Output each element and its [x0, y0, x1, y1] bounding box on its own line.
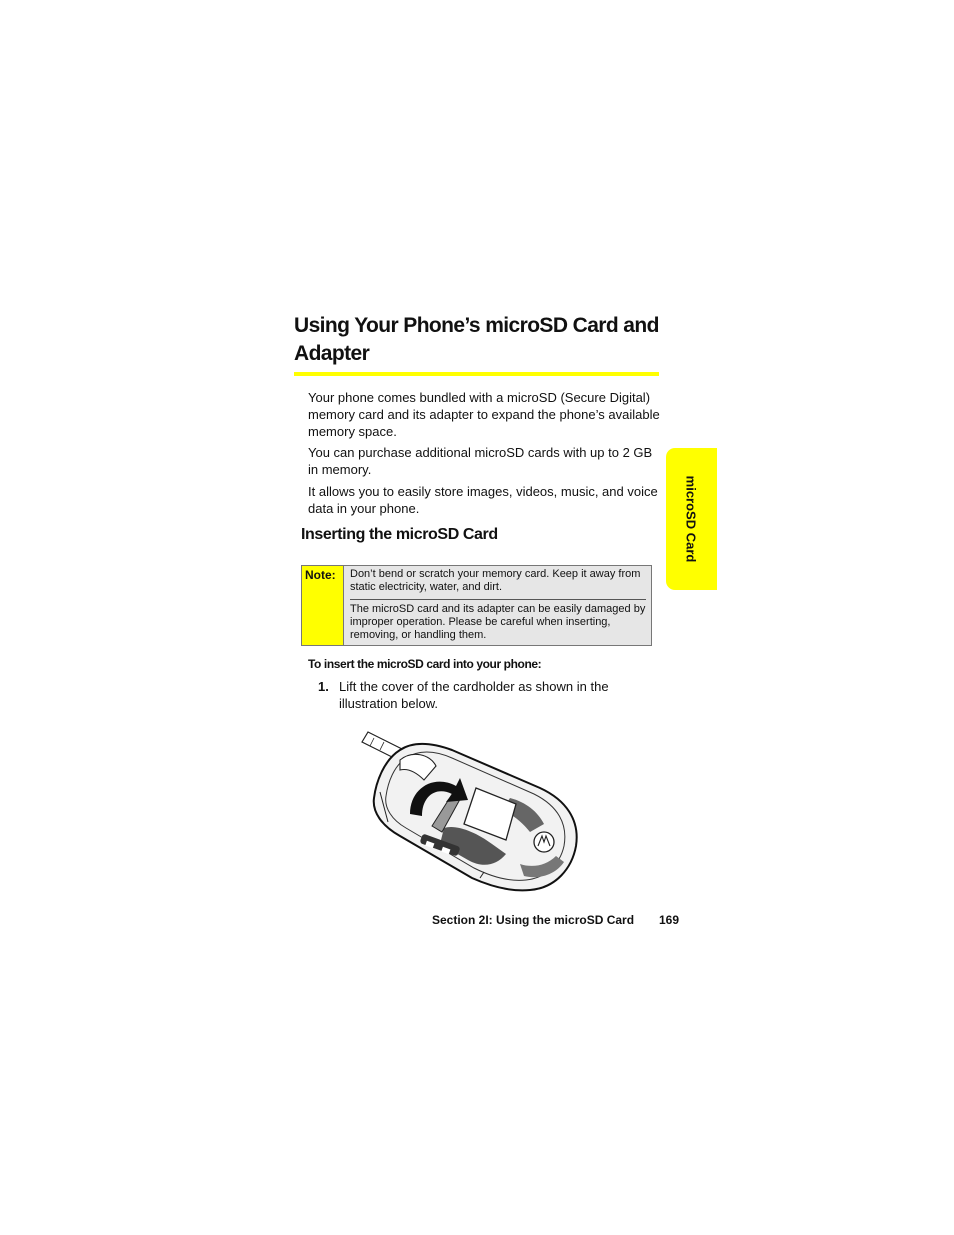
procedure-heading: To insert the microSD card into your phone: — [308, 657, 542, 671]
phone-cardholder-illustration — [360, 728, 582, 896]
section-heading: Inserting the microSD Card — [301, 526, 498, 543]
page-number: 169 — [659, 913, 680, 927]
chapter-side-tab — [666, 448, 717, 590]
note-item: The microSD card and its adapter can be easily damaged by improper operation. Please be careful when inserting, removing, or handling them. — [350, 603, 646, 641]
step-number: 1. — [318, 679, 329, 694]
usage-paragraph: It allows you to easily store images, videos, music, and voice data in your phone. — [308, 484, 658, 516]
title-underline — [294, 372, 659, 376]
page-title: Using Your Phone’s microSD Card and Adapter — [294, 314, 659, 365]
step-item — [318, 678, 618, 712]
side-tab-label: microSD Card — [683, 475, 699, 563]
note-label: Note: — [302, 566, 344, 645]
step-text: Lift the cover of the cardholder as shown in the illustration below. — [339, 679, 609, 711]
note-divider — [350, 599, 646, 600]
capacity-paragraph: You can purchase additional microSD cards with up to 2 GB in memory. — [308, 445, 653, 477]
footer-section: Section 2I: Using the microSD Card — [432, 913, 635, 927]
note-item: Don’t bend or scratch your memory card. Keep it away from static electricity, water, and dirt. — [350, 568, 641, 593]
note-content — [344, 566, 651, 645]
note-box — [301, 565, 652, 646]
intro-paragraph: Your phone comes bundled with a microSD (Secure Digital) memory card and its adapter to expand the phone’s available memory space. — [308, 390, 660, 439]
